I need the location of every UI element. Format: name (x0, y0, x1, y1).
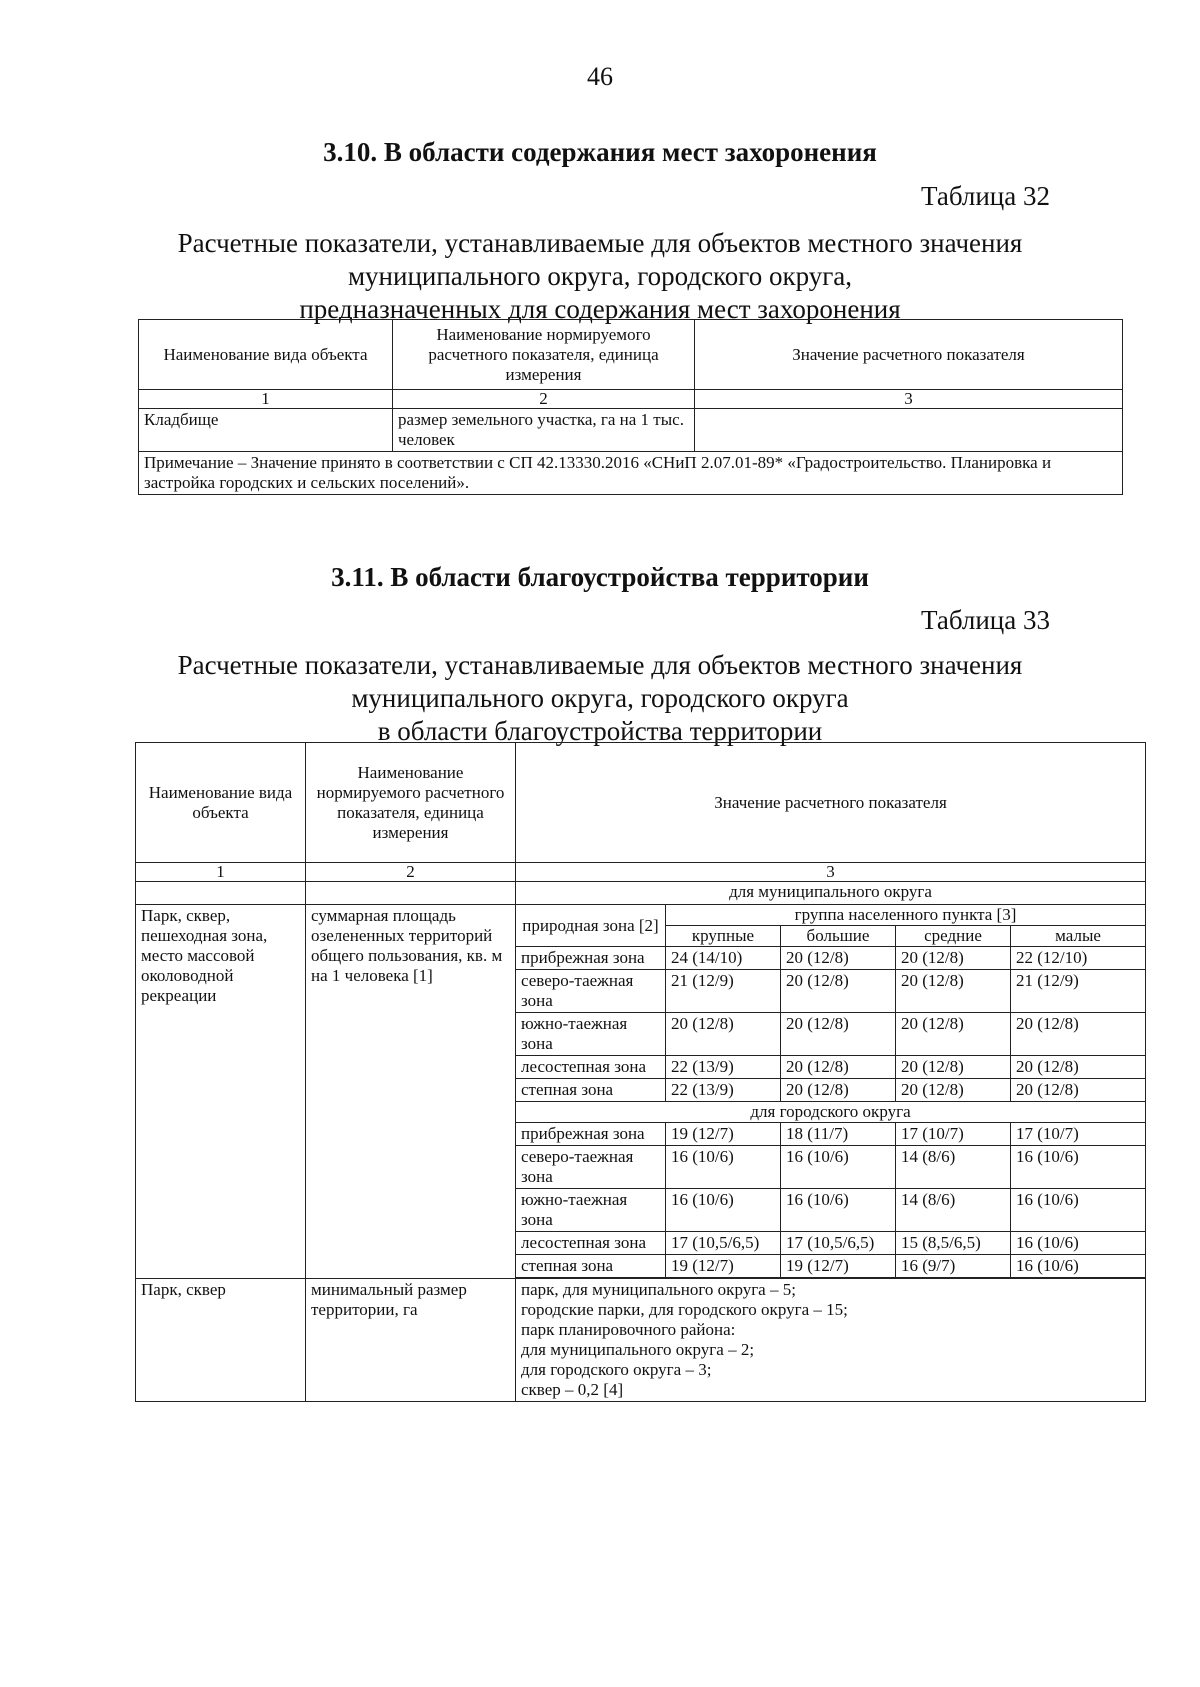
value-cell: 16 (10/6) (781, 1146, 896, 1189)
value-cell: 19 (12/7) (781, 1255, 896, 1278)
header-value: Значение расчетного показателя (695, 320, 1123, 390)
value-cell: 20 (12/8) (666, 1013, 781, 1056)
object-park-square: Парк, сквер (136, 1279, 306, 1402)
value-cell: 16 (10/6) (1011, 1232, 1146, 1255)
value-cell: 22 (12/10) (1011, 947, 1146, 970)
value-cell: 21 (12/9) (666, 970, 781, 1013)
table-32-caption (0, 227, 1200, 326)
value-cell: 16 (10/6) (1011, 1146, 1146, 1189)
value-cell: 20 (12/8) (1011, 1013, 1146, 1056)
value-cell: 20 (12/8) (781, 970, 896, 1013)
value-cell: 16 (10/6) (781, 1189, 896, 1232)
value-cell: 16 (10/6) (666, 1146, 781, 1189)
value-cell: 19 (12/7) (666, 1255, 781, 1278)
value-cell: 20 (12/8) (781, 1013, 896, 1056)
zone-name: южно-таежная зона (516, 1189, 666, 1232)
group-large: крупные (666, 926, 781, 947)
zone-name: степная зона (516, 1255, 666, 1278)
column-number: 1 (139, 390, 393, 409)
indicator-land-size: размер земельного участка, га на 1 тыс. человек (393, 409, 695, 452)
column-number: 3 (695, 390, 1123, 409)
value-cell: 17 (10,5/6,5) (666, 1232, 781, 1255)
value-cell: 15 (8,5/6,5) (896, 1232, 1011, 1255)
value-cell: 20 (12/8) (896, 1056, 1011, 1079)
caption-line: предназначенных для содержания мест захоронения (299, 294, 901, 324)
value-cell (695, 409, 1123, 452)
caption-line: муниципального округа, городского округа, (347, 261, 853, 291)
value-cell: 21 (12/9) (1011, 970, 1146, 1013)
zone-name: прибрежная зона (516, 947, 666, 970)
value-cell: 14 (8/6) (896, 1189, 1011, 1232)
value-cell: 20 (12/8) (1011, 1079, 1146, 1102)
table-32-note: Примечание – Значение принято в соответствии с СП 42.13330.2016 «СНиП 2.07.01-89* «Градостроительство. Планировка и застройка городских и сельских поселений». (139, 452, 1123, 495)
value-min-size (516, 1279, 1146, 1402)
header-value: Значение расчетного показателя (516, 743, 1146, 863)
zone-name: степная зона (516, 1079, 666, 1102)
group-big: большие (781, 926, 896, 947)
table-label-33: Таблица 33 (921, 605, 1050, 635)
zone-name: лесостепная зона (516, 1056, 666, 1079)
value-cell: 17 (10/7) (896, 1123, 1011, 1146)
page-number: 46 (587, 62, 613, 91)
section-title-3-10: 3.10. В области содержания мест захоронения (323, 137, 877, 167)
value-cell: 16 (10/6) (666, 1189, 781, 1232)
group-medium: средние (896, 926, 1011, 947)
value-cell: 16 (9/7) (896, 1255, 1011, 1278)
value-cell: 14 (8/6) (896, 1146, 1011, 1189)
value-cell: 22 (13/9) (666, 1079, 781, 1102)
object-cemetery: Кладбище (139, 409, 393, 452)
zone-name: прибрежная зона (516, 1123, 666, 1146)
indicator-min-size: минимальный размер территории, га (306, 1279, 516, 1402)
column-number: 1 (136, 863, 306, 882)
object-park-square-zone: Парк, сквер, пешеходная зона, место массовой околоводной рекреации (136, 905, 306, 1279)
column-number: 3 (516, 863, 1146, 882)
header-object-type: Наименование вида объекта (139, 320, 393, 390)
zone-name: северо-таежная зона (516, 1146, 666, 1189)
value-cell: 20 (12/8) (1011, 1056, 1146, 1079)
zone-name: лесостепная зона (516, 1232, 666, 1255)
subheader-urban: для городского округа (516, 1102, 1146, 1123)
group-small: малые (1011, 926, 1146, 947)
value-line: парк, для муниципального округа – 5; (521, 1280, 796, 1299)
value-cell: 20 (12/8) (781, 1056, 896, 1079)
table-32 (138, 319, 1123, 495)
header-indicator: Наименование нормируемого расчетного показателя, единица измерения (306, 743, 516, 863)
caption-line: муниципального округа, городского округа (351, 683, 849, 713)
table-33 (135, 742, 1146, 1402)
subheader-municipal: для муниципального округа (516, 882, 1146, 905)
table-33-caption (0, 649, 1200, 748)
indicator-green-area: суммарная площадь озелененных территорий общего пользования, кв. м на 1 человека [1] (306, 905, 516, 1279)
value-cell: 16 (10/6) (1011, 1255, 1146, 1278)
value-cell: 24 (14/10) (666, 947, 781, 970)
value-cell: 17 (10/7) (1011, 1123, 1146, 1146)
column-number: 2 (393, 390, 695, 409)
blank-cell (306, 882, 516, 905)
header-natural-zone: природная зона [2] (516, 905, 666, 947)
blank-cell (136, 882, 306, 905)
value-cell: 20 (12/8) (896, 947, 1011, 970)
value-line: для муниципального округа – 2; (521, 1340, 755, 1359)
value-cell: 18 (11/7) (781, 1123, 896, 1146)
header-indicator: Наименование нормируемого расчетного показателя, единица измерения (393, 320, 695, 390)
value-cell: 20 (12/8) (896, 1013, 1011, 1056)
caption-line: Расчетные показатели, устанавливаемые для объектов местного значения (177, 228, 1023, 258)
value-line: сквер – 0,2 [4] (521, 1380, 624, 1399)
header-settlement-group: группа населенного пункта [3] (666, 905, 1146, 926)
value-cell: 20 (12/8) (896, 970, 1011, 1013)
value-line: городские парки, для городского округа – 15; (521, 1300, 848, 1319)
section-title-3-11: 3.11. В области благоустройства территории (331, 562, 869, 592)
caption-line: в области благоустройства территории (377, 716, 823, 746)
value-cell: 16 (10/6) (1011, 1189, 1146, 1232)
zone-name: южно-таежная зона (516, 1013, 666, 1056)
value-line: парк планировочного района: (521, 1320, 736, 1339)
value-cell: 19 (12/7) (666, 1123, 781, 1146)
header-object-type: Наименование вида объекта (136, 743, 306, 863)
value-cell: 20 (12/8) (781, 1079, 896, 1102)
zone-name: северо-таежная зона (516, 970, 666, 1013)
value-line: для городского округа – 3; (521, 1360, 712, 1379)
value-cell: 17 (10,5/6,5) (781, 1232, 896, 1255)
column-number: 2 (306, 863, 516, 882)
value-cell: 22 (13/9) (666, 1056, 781, 1079)
value-cell: 20 (12/8) (781, 947, 896, 970)
value-cell: 20 (12/8) (896, 1079, 1011, 1102)
caption-line: Расчетные показатели, устанавливаемые для объектов местного значения (177, 650, 1023, 680)
table-label-32: Таблица 32 (921, 181, 1050, 211)
